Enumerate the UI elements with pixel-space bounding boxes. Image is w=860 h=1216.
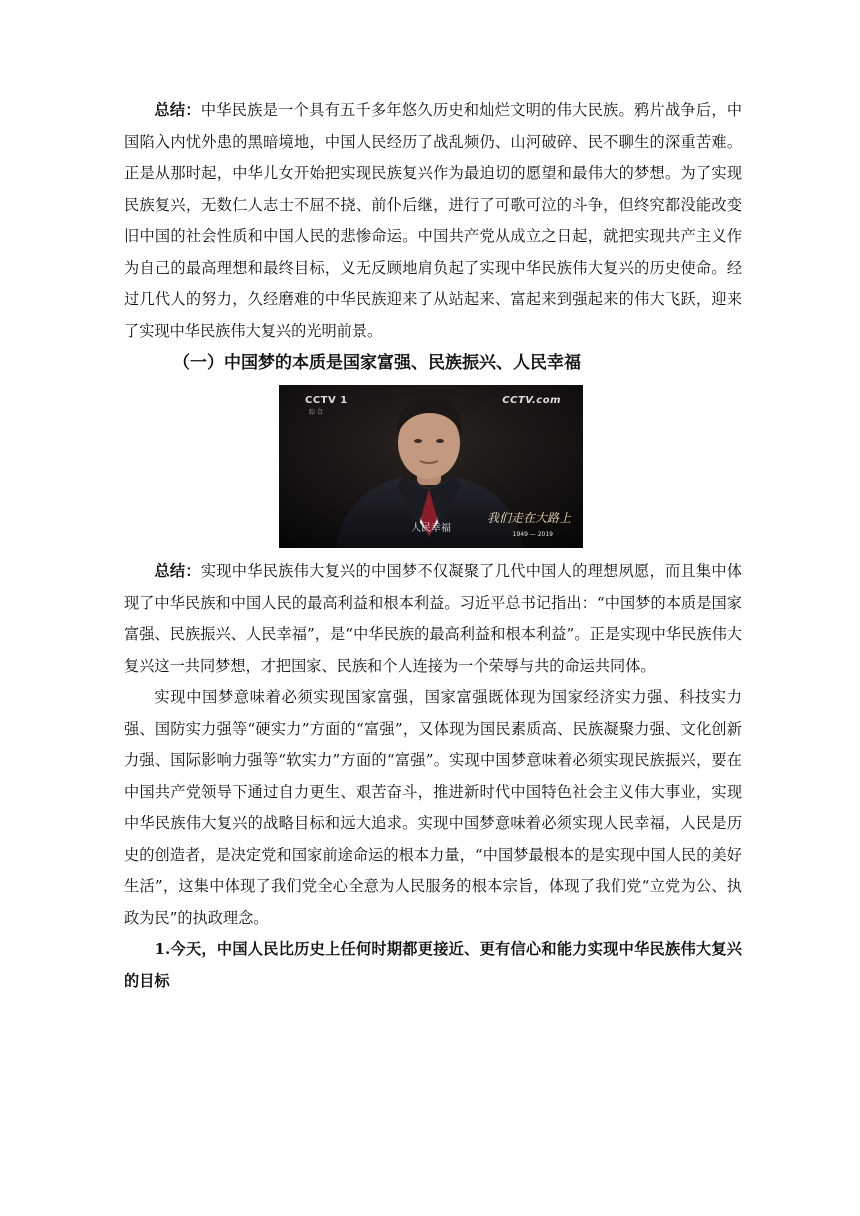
body-paragraph: 实现中国梦意味着必须实现国家富强，国家富强既体现为国家经济实力强、科技实力强、国防实力强等“硬实力”方面的“富强”，又体现为国民素质高、民族凝聚力强、文化创新力强、国际影响力强等“软实力”方面的“富强”。实现中国梦意味着必须实现民族振兴，要在中国共产党领导下通过自力更生、艰苦奋斗，推进新时代中国特色社会主义伟大事业，实现中华民族伟大复兴的战略目标和远大追求。实现中国梦意味着必须实现人民幸福，人民是历史的创造者，是决定党和国家前途命运的根本力量，“中国梦最根本的是实现中国人民的美好生活”，这集中体现了我们党全心全意为人民服务的根本宗旨，体现了我们党“立党为公、执政为民”的执政理念。 xyxy=(124,688,742,927)
summary-paragraph-2 xyxy=(124,556,742,682)
document-body xyxy=(124,95,742,997)
summary-label-2: 总结： xyxy=(154,562,201,580)
cctv-com-logo: CCTV.com xyxy=(502,395,561,406)
summary-text: 中华民族是一个具有五千多年悠久历史和灿烂文明的伟大民族。鸦片战争后，中国陷入内忧外患的黑暗境地，中国人民经历了战乱频仍、山河破碎、民不聊生的深重苦难。正是从那时起，中华儿女开始把实现民族复兴作为最迫切的愿望和最伟大的梦想。为了实现民族复兴，无数仁人志士不屈不挠、前仆后继，进行了可歌可泣的斗争，但终究都没能改变旧中国的社会性质和中国人民的悲惨命运。中国共产党从成立之日起，就把实现共产主义作为自己的最高理想和最终目标，义无反顾地肩负起了实现中华民族伟大复兴的历史使命。经过几代人的努力，久经磨难的中华民族迎来了从站起来、富起来到强起来的伟大飞跃，迎来了实现中华民族伟大复兴的光明前景。 xyxy=(124,101,743,340)
video-still-image xyxy=(279,385,583,548)
summary-text-2: 实现中华民族伟大复兴的中国梦不仅凝聚了几代中国人的理想夙愿，而且集中体现了中华民族和中国人民的最高利益和根本利益。习近平总书记指出：“中国梦的本质是国家富强、民族振兴、人民幸福”，是“中华民族的最高利益和根本利益”。正是实现中华民族伟大复兴这一共同梦想，才把国家、民族和个人连接为一个荣辱与共的命运共同体。 xyxy=(124,562,743,675)
series-title: 我们走在大路上 xyxy=(486,511,571,525)
series-years: 1949 — 2019 xyxy=(512,531,553,538)
channel-sub-label: 综 合 xyxy=(309,409,323,416)
cctv1-logo: CCTV 1 xyxy=(305,395,348,406)
section-heading: （一）中国梦的本质是国家富强、民族振兴、人民幸福 xyxy=(173,353,581,373)
video-caption: 人民幸福 xyxy=(411,523,451,534)
summary-paragraph-1 xyxy=(124,95,742,347)
summary-label: 总结： xyxy=(154,101,201,119)
numbered-point-1: 1.今天，中国人民比历史上任何时期都更接近、更有信心和能力实现中华民族伟大复兴的目标 xyxy=(124,940,742,990)
